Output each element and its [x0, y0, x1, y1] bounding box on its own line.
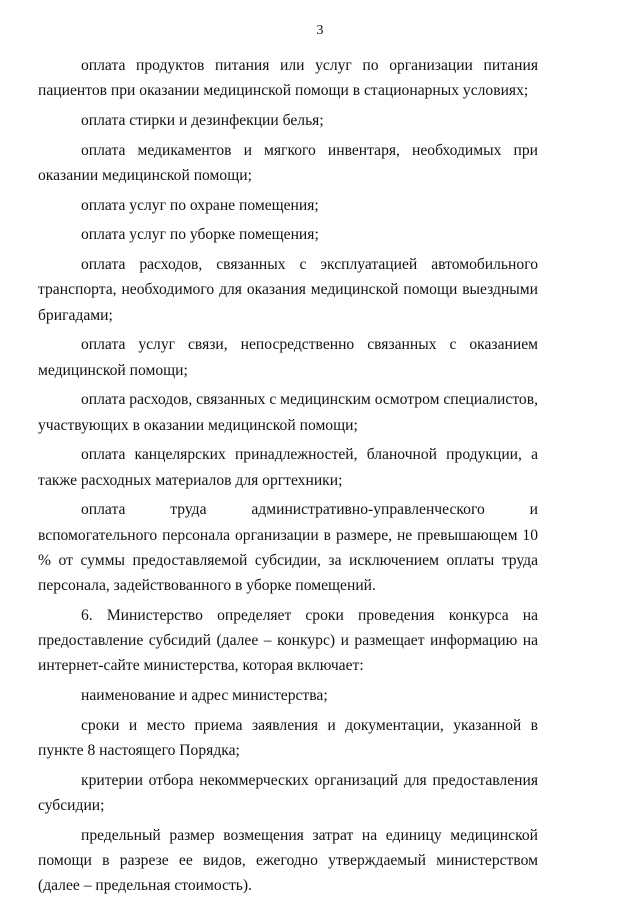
paragraph: оплата услуг по охране помещения; — [81, 196, 319, 214]
paragraph: оплата канцелярских принадлежностей, бланочной продукции, а также расходных материалов для оргтехники; — [38, 446, 538, 489]
document-body — [38, 53, 538, 899]
paragraph: оплата труда административно-управленческого и вспомогательного персонала организации в размере, не превышающем 10 % от суммы предоставляемой субсидии, за исключением оплаты труда персонала, задействованного в уборке помещений. — [38, 501, 538, 595]
paragraph: 6. Министерство определяет сроки проведения конкурса на предоставление субсидий (далее – конкурс) и размещает информацию на интернет-сайте министерства, которая включает: — [38, 606, 538, 675]
paragraph: оплата продуктов питания или услуг по организации питания пациентов при оказании медицинской помощи в стационарных условиях; — [38, 57, 538, 100]
paragraph: наименование и адрес министерства; — [81, 687, 328, 705]
page-number: 3 — [316, 23, 324, 38]
paragraph: предельный размер возмещения затрат на единицу медицинской помощи в разрезе ее видов, ежегодно утверждаемый министерством (далее – предельная стоимость). — [38, 826, 538, 895]
paragraph: оплата услуг связи, непосредственно связанных с оказанием медицинской помощи; — [38, 336, 538, 379]
paragraph: оплата расходов, связанных с эксплуатацией автомобильного транспорта, необходимого для оказания медицинской помощи выездными бригадами; — [38, 256, 538, 324]
paragraph: оплата расходов, связанных с медицинским осмотром специалистов, участвующих в оказании медицинской помощи; — [38, 391, 538, 434]
paragraph: оплата стирки и дезинфекции белья; — [81, 111, 324, 129]
paragraph: оплата медикаментов и мягкого инвентаря, необходимых при оказании медицинской помощи; — [38, 141, 538, 184]
paragraph: оплата услуг по уборке помещения; — [81, 226, 319, 244]
paragraph: сроки и место приема заявления и документации, указанной в пункте 8 настоящего Порядка; — [38, 716, 538, 760]
paragraph: критерии отбора некоммерческих организаций для предоставления субсидии; — [38, 771, 538, 815]
